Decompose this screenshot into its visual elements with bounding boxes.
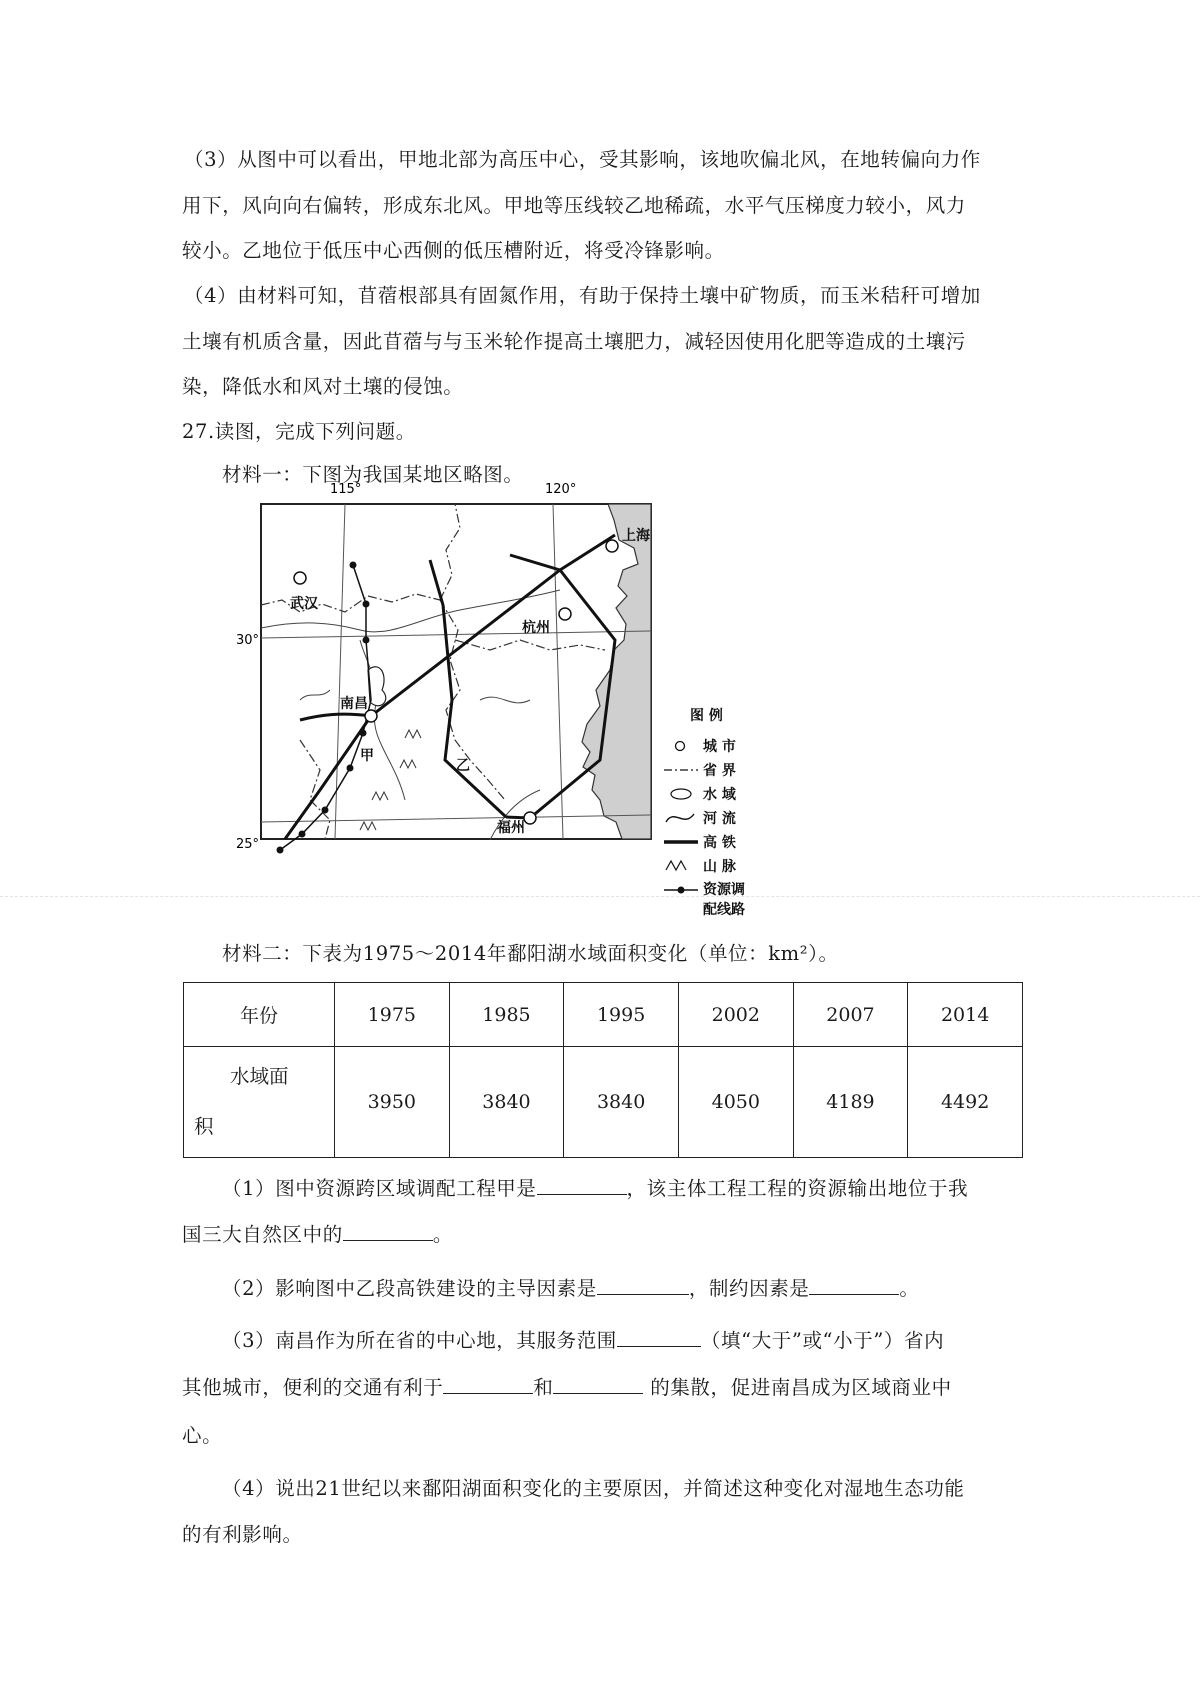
table-row-label: [184, 1047, 335, 1158]
mountain-symbols: [360, 730, 421, 830]
lon-120-label: 120°: [545, 482, 577, 497]
city-label-fuzhou: 福州: [497, 820, 525, 836]
legend-water: 水 域: [703, 787, 736, 803]
legend-river-symbol: [666, 814, 694, 822]
legend-water-symbol: [671, 789, 691, 799]
city-label-wuhan: 武汉: [290, 596, 318, 612]
q3-answer-blank-3[interactable]: [553, 1375, 643, 1394]
paragraph-4-line-1: （4）由材料可知，苜蓿根部具有固氮作用，有助于保持土壤中矿物质，而玉米秸秆可增加: [184, 284, 981, 307]
material-2-caption: 材料二：下表为1975～2014年鄱阳湖水域面积变化（单位：km²）。: [222, 942, 839, 965]
table-value: 3840: [449, 1047, 564, 1158]
q2-text-a: （2）影响图中乙段高铁建设的主导因素是: [222, 1277, 597, 1300]
question-1-line-2: [182, 1219, 453, 1247]
table-year: 2007: [793, 983, 908, 1047]
question-3-line-1: [222, 1325, 944, 1353]
table-value: 3950: [335, 1047, 450, 1158]
table-value: 4492: [908, 1047, 1023, 1158]
q3-answer-blank-2[interactable]: [443, 1375, 533, 1394]
question-3-line-2: [182, 1372, 952, 1400]
material-1-caption: 材料一：下图为我国某地区略图。: [222, 463, 524, 486]
legend-river: 河 流: [703, 811, 736, 827]
table-value: 3840: [564, 1047, 679, 1158]
q3-text-a: （3）南昌作为所在省的中心地，其服务范围: [222, 1329, 617, 1352]
route-label-yi: 乙: [456, 758, 470, 774]
q1-text-a: （1）图中资源跨区域调配工程甲是: [222, 1177, 537, 1200]
q3-text-d: 和: [533, 1376, 554, 1399]
q3-text-c: 其他城市，便利的交通有利于: [182, 1376, 444, 1399]
q1-text-b: ，该主体工程工程的资源输出地位于我: [626, 1177, 969, 1200]
paragraph-4-line-3: 染，降低水和风对土壤的侵蚀。: [182, 375, 464, 398]
city-label-nanchang: 南昌: [340, 696, 368, 712]
city-label-hangzhou: 杭州: [522, 620, 550, 636]
table-year: 2002: [678, 983, 793, 1047]
legend-mountain: 山 脉: [703, 859, 736, 875]
map-legend: [664, 707, 745, 918]
paragraph-3-line-2: 用下，风向向右偏转，形成东北风。甲地等压线较乙地稀疏，水平气压梯度力较小，风力: [182, 194, 966, 217]
table-year: 1995: [564, 983, 679, 1047]
lake-area-table: [183, 982, 1023, 1158]
q3-text-b: （填“大于”或“小于”）省内: [700, 1329, 945, 1352]
question-4-line-1: （4）说出21世纪以来鄱阳湖面积变化的主要原因，并简述这种变化对湿地生态功能: [222, 1477, 965, 1500]
q2-text-c: 。: [899, 1277, 920, 1300]
city-label-shanghai: 上海: [622, 528, 650, 544]
question-title: 27.读图，完成下列问题。: [182, 420, 416, 443]
legend-city: 城 市: [703, 739, 736, 755]
table-value: 4050: [678, 1047, 793, 1158]
longitude-115-line: [335, 504, 345, 839]
q1-answer-blank-1[interactable]: [537, 1176, 627, 1195]
table-header-label: 年份: [184, 983, 335, 1047]
legend-city-symbol: [676, 742, 685, 751]
q1-text-d: 。: [432, 1223, 453, 1246]
table-year: 1985: [449, 983, 564, 1047]
row-label-line-2: 积: [194, 1115, 214, 1138]
legend-title: 图 例: [690, 708, 723, 724]
legend-border: 省 界: [703, 763, 736, 779]
province-borders: [261, 504, 605, 839]
table-year: 1975: [335, 983, 450, 1047]
lat-25-label: 25°: [236, 837, 260, 852]
row-label-line-1: 水域面: [230, 1065, 289, 1088]
q1-text-c: 国三大自然区中的: [182, 1223, 343, 1246]
question-1-line-1: [222, 1173, 968, 1201]
sea-area: [582, 504, 651, 839]
table-year: 2014: [908, 983, 1023, 1047]
question-3-line-3: 心。: [182, 1424, 223, 1447]
legend-rail: 高 铁: [703, 835, 736, 851]
lat-30-label: 30°: [236, 633, 260, 648]
paragraph-3-line-1: （3）从图中可以看出，甲地北部为高压中心，受其影响，该地吹偏北风，在地转偏向力作: [184, 148, 981, 171]
legend-route-1: 资源调: [703, 882, 745, 898]
q2-answer-blank-1[interactable]: [597, 1276, 689, 1295]
q2-answer-blank-2[interactable]: [809, 1276, 899, 1295]
legend-mountain-symbol: [666, 861, 686, 870]
paragraph-4-line-2: 土壤有机质含量，因此苜蓿与与玉米轮作提高土壤肥力，减轻因使用化肥等造成的土壤污: [182, 330, 966, 353]
legend-route-dot: [678, 887, 685, 894]
table-value-row: [184, 1047, 1023, 1158]
q3-text-e: 的集散，促进南昌成为区域商业中: [643, 1376, 952, 1399]
table-value: 4189: [793, 1047, 908, 1158]
table-header-row: [184, 983, 1023, 1047]
q1-answer-blank-2[interactable]: [343, 1222, 433, 1241]
route-label-jia: 甲: [360, 748, 374, 764]
rivers: [261, 590, 560, 840]
longitude-120-line: [553, 504, 563, 839]
legend-route-2: 配线路: [703, 902, 745, 918]
lon-115-label: 115°: [330, 482, 362, 497]
question-4-line-2: 的有利影响。: [182, 1523, 303, 1546]
q3-answer-blank-1[interactable]: [617, 1328, 701, 1347]
paragraph-3-line-3: 较小。乙地位于低压中心西侧的低压槽附近，将受冷锋影响。: [182, 239, 725, 262]
q2-text-b: ，制约因素是: [688, 1277, 810, 1300]
question-2-line: [222, 1273, 920, 1301]
page-divider: [0, 896, 1200, 897]
